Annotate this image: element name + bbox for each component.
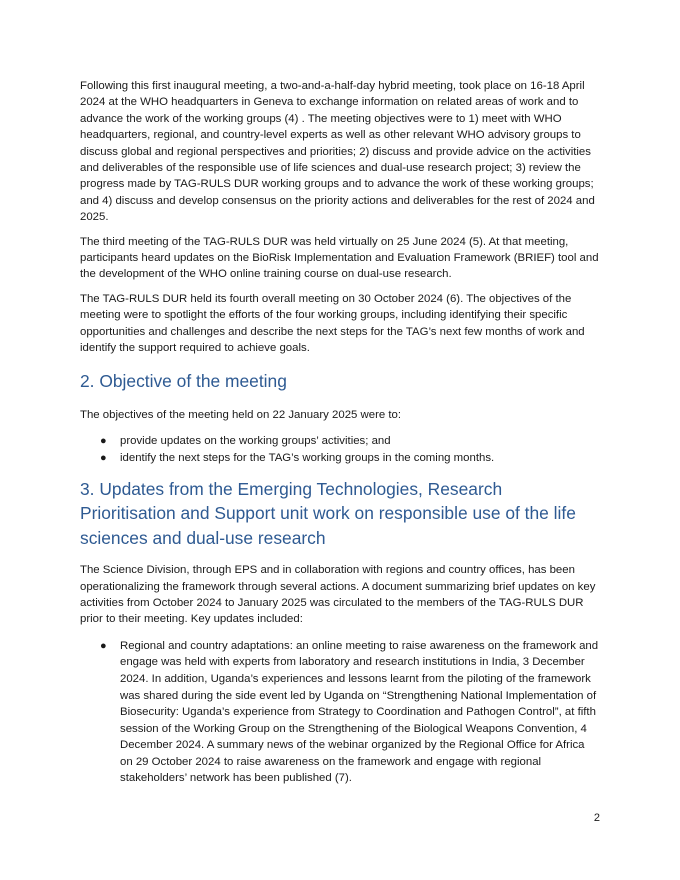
list-item-text: identify the next steps for the TAG’s working groups in the coming months.	[120, 452, 495, 464]
section-3-heading: 3. Updates from the Emerging Technologies, Research Prioritisation and Support unit work on responsible use of the life sciences and dual-use research	[80, 478, 576, 548]
bullet-icon: ●	[100, 639, 107, 652]
list-item-text: Regional and country adaptations: an online meeting to raise awareness on the framework and engage was held with experts from laboratory and research institutions in India, 3 December 2024. In addition, Uganda’s experiences and lessons learnt from the piloting of the framework was shared during the side event led by Uganda on “Strengthening National Implementation of Biosecurity: Uganda’s experience from Strategy to Coordination and Pathogen Control”, at fifth session of the Working Group on the Strengthening of the Biological Weapons Convention, 4 December 2024. A summary news of the webinar organized by the Regional Office for Africa on 29 October 2024 to raise awareness on the framework and engage with regional stakeholders’ network has been published (7).	[120, 639, 599, 785]
paragraph-meeting-2: Following this first inaugural meeting, a two-and-a-half-day hybrid meeting, took place on 16-18 April 2024 at the WHO headquarters in Geneva to exchange information on related areas of work and to advance the work of the working groups (4) . The meeting objectives were to 1) meet with WHO headquarters, regional, and country-level experts as well as other relevant WHO advisory groups to discuss global and regional perspectives and priorities; 2) discuss and provide advice on the activities and deliverables of the responsible use of life sciences and dual-use research project; 3) review the progress made by TAG-RULS DUR working groups and to advance the work of these working groups; and 4) discuss and develop consensus on the priority actions and deliverables for the rest of 2024 and 2025.	[80, 80, 595, 224]
objectives-list	[80, 433, 600, 466]
key-updates-list	[80, 638, 600, 787]
bullet-icon: ●	[100, 435, 107, 448]
paragraph-meeting-4: The TAG-RULS DUR held its fourth overall meeting on 30 October 2024 (6). The objectives of the meeting were to spotlight the efforts of the four working groups, including identifying their specific opportunities and challenges and describe the next steps for the TAG’s next few months of work and identify the support required to achieve goals.	[80, 292, 585, 355]
section-2-heading: 2. Objective of the meeting	[80, 370, 287, 391]
bullet-icon: ●	[100, 452, 107, 464]
list-item-text: provide updates on the working groups’ activities; and	[120, 435, 391, 448]
section-2-intro: The objectives of the meeting held on 22 January 2025 were to:	[80, 409, 402, 421]
list-item	[80, 450, 600, 467]
paragraph-meeting-3: The third meeting of the TAG-RULS DUR was held virtually on 25 June 2024 (5). At that meeting, participants heard updates on the BioRisk Implementation and Evaluation Framework (BRIEF) tool and the development of the WHO online training course on dual-use research.	[80, 235, 599, 281]
page-number: 2	[593, 812, 600, 824]
list-item	[80, 433, 600, 450]
section-3-intro: The Science Division, through EPS and in collaboration with regions and country offices, has been operationalizing the framework through several actions. A document summarizing brief updates on key activities from October 2024 to January 2025 was circulated to the members of the TAG-RULS DUR prior to their meeting. Key updates included:	[80, 564, 596, 626]
list-item	[80, 638, 600, 787]
